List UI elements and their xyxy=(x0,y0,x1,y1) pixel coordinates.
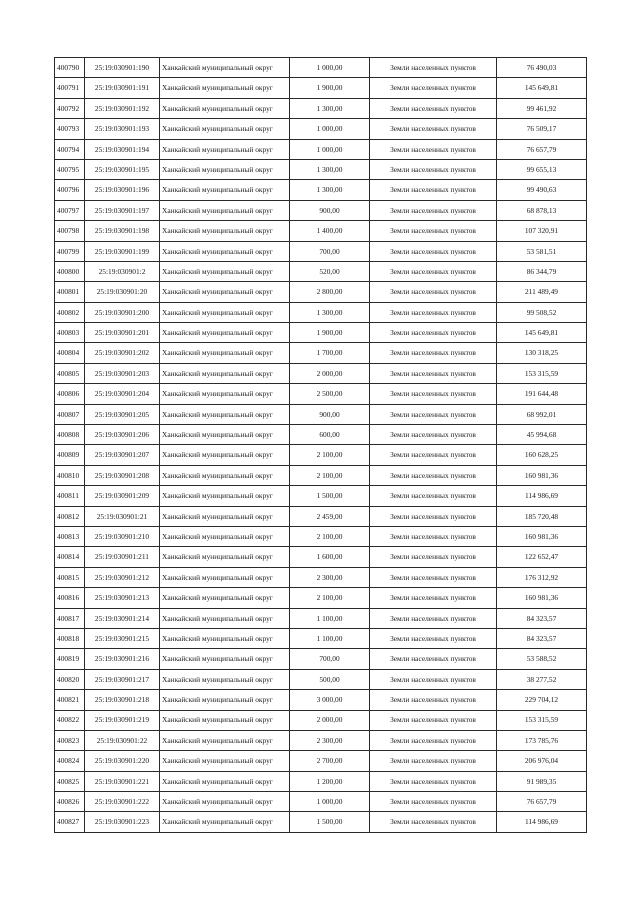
record-number-cell: 400812 xyxy=(55,506,85,526)
cadastral-value-cell: 114 986,69 xyxy=(497,812,587,832)
municipality-cell: Ханкайский муниципальный округ xyxy=(160,282,290,302)
land-category-cell: Земли населенных пунктов xyxy=(370,139,497,159)
cadastral-value-cell: 153 315,59 xyxy=(497,363,587,383)
cadastral-value-cell: 53 581,51 xyxy=(497,241,587,261)
area-cell: 2 800,00 xyxy=(290,282,370,302)
land-category-cell: Земли населенных пунктов xyxy=(370,425,497,445)
table-row xyxy=(55,78,587,98)
cadastral-number-cell: 25:19:030901:211 xyxy=(85,547,160,567)
area-cell: 1 000,00 xyxy=(290,139,370,159)
table-row xyxy=(55,159,587,179)
land-category-cell: Земли населенных пунктов xyxy=(370,792,497,812)
land-category-cell: Земли населенных пунктов xyxy=(370,404,497,424)
area-cell: 2 100,00 xyxy=(290,465,370,485)
area-cell: 1 500,00 xyxy=(290,486,370,506)
area-cell: 1 000,00 xyxy=(290,119,370,139)
record-number-cell: 400821 xyxy=(55,690,85,710)
land-category-cell: Земли населенных пунктов xyxy=(370,445,497,465)
land-category-cell: Земли населенных пунктов xyxy=(370,588,497,608)
record-number-cell: 400813 xyxy=(55,526,85,546)
record-number-cell: 400793 xyxy=(55,119,85,139)
record-number-cell: 400808 xyxy=(55,425,85,445)
municipality-cell: Ханкайский муниципальный округ xyxy=(160,751,290,771)
table-row xyxy=(55,730,587,750)
cadastral-number-cell: 25:19:030901:223 xyxy=(85,812,160,832)
table-row xyxy=(55,690,587,710)
record-number-cell: 400823 xyxy=(55,730,85,750)
record-number-cell: 400794 xyxy=(55,139,85,159)
table-row xyxy=(55,180,587,200)
record-number-cell: 400795 xyxy=(55,159,85,179)
cadastral-number-cell: 25:19:030901:20 xyxy=(85,282,160,302)
area-cell: 1 900,00 xyxy=(290,78,370,98)
municipality-cell: Ханкайский муниципальный округ xyxy=(160,771,290,791)
record-number-cell: 400819 xyxy=(55,649,85,669)
land-category-cell: Земли населенных пунктов xyxy=(370,628,497,648)
record-number-cell: 400800 xyxy=(55,261,85,281)
cadastral-number-cell: 25:19:030901:222 xyxy=(85,792,160,812)
cadastral-value-cell: 191 644,48 xyxy=(497,384,587,404)
cadastral-number-cell: 25:19:030901:197 xyxy=(85,200,160,220)
municipality-cell: Ханкайский муниципальный округ xyxy=(160,445,290,465)
table-row xyxy=(55,119,587,139)
cadastral-number-cell: 25:19:030901:190 xyxy=(85,58,160,78)
area-cell: 700,00 xyxy=(290,241,370,261)
area-cell: 2 000,00 xyxy=(290,710,370,730)
land-category-cell: Земли населенных пунктов xyxy=(370,771,497,791)
cadastral-number-cell: 25:19:030901:212 xyxy=(85,567,160,587)
land-category-cell: Земли населенных пунктов xyxy=(370,384,497,404)
table-row xyxy=(55,343,587,363)
cadastral-value-cell: 211 489,49 xyxy=(497,282,587,302)
cadastral-number-cell: 25:19:030901:220 xyxy=(85,751,160,771)
table-row xyxy=(55,445,587,465)
cadastral-number-cell: 25:19:030901:218 xyxy=(85,690,160,710)
cadastral-value-cell: 145 649,81 xyxy=(497,78,587,98)
table-row xyxy=(55,608,587,628)
cadastral-number-cell: 25:19:030901:214 xyxy=(85,608,160,628)
cadastral-value-cell: 145 649,81 xyxy=(497,323,587,343)
municipality-cell: Ханкайский муниципальный округ xyxy=(160,690,290,710)
table-row xyxy=(55,363,587,383)
land-category-cell: Земли населенных пунктов xyxy=(370,649,497,669)
municipality-cell: Ханкайский муниципальный округ xyxy=(160,710,290,730)
cadastral-value-cell: 206 976,04 xyxy=(497,751,587,771)
municipality-cell: Ханкайский муниципальный округ xyxy=(160,363,290,383)
record-number-cell: 400791 xyxy=(55,78,85,98)
table-row xyxy=(55,200,587,220)
land-category-cell: Земли населенных пунктов xyxy=(370,58,497,78)
cadastral-number-cell: 25:19:030901:209 xyxy=(85,486,160,506)
land-category-cell: Земли населенных пунктов xyxy=(370,506,497,526)
area-cell: 1 100,00 xyxy=(290,628,370,648)
table-row xyxy=(55,139,587,159)
cadastral-number-cell: 25:19:030901:203 xyxy=(85,363,160,383)
municipality-cell: Ханкайский муниципальный округ xyxy=(160,78,290,98)
cadastral-value-cell: 91 989,35 xyxy=(497,771,587,791)
municipality-cell: Ханкайский муниципальный округ xyxy=(160,730,290,750)
cadastral-value-cell: 76 657,79 xyxy=(497,792,587,812)
municipality-cell: Ханкайский муниципальный округ xyxy=(160,221,290,241)
table-row xyxy=(55,649,587,669)
cadastral-number-cell: 25:19:030901:221 xyxy=(85,771,160,791)
record-number-cell: 400796 xyxy=(55,180,85,200)
cadastral-value-cell: 76 490,03 xyxy=(497,58,587,78)
area-cell: 2 100,00 xyxy=(290,445,370,465)
record-number-cell: 400811 xyxy=(55,486,85,506)
land-registry-table xyxy=(54,57,587,833)
municipality-cell: Ханкайский муниципальный округ xyxy=(160,404,290,424)
area-cell: 600,00 xyxy=(290,425,370,445)
municipality-cell: Ханкайский муниципальный округ xyxy=(160,669,290,689)
municipality-cell: Ханкайский муниципальный округ xyxy=(160,608,290,628)
record-number-cell: 400799 xyxy=(55,241,85,261)
area-cell: 2 459,00 xyxy=(290,506,370,526)
cadastral-number-cell: 25:19:030901:2 xyxy=(85,261,160,281)
area-cell: 1 300,00 xyxy=(290,98,370,118)
cadastral-value-cell: 160 981,36 xyxy=(497,588,587,608)
municipality-cell: Ханкайский муниципальный округ xyxy=(160,812,290,832)
municipality-cell: Ханкайский муниципальный округ xyxy=(160,425,290,445)
cadastral-number-cell: 25:19:030901:206 xyxy=(85,425,160,445)
municipality-cell: Ханкайский муниципальный округ xyxy=(160,792,290,812)
record-number-cell: 400822 xyxy=(55,710,85,730)
area-cell: 1 400,00 xyxy=(290,221,370,241)
table-row xyxy=(55,812,587,832)
municipality-cell: Ханкайский муниципальный округ xyxy=(160,98,290,118)
area-cell: 1 500,00 xyxy=(290,812,370,832)
municipality-cell: Ханкайский муниципальный округ xyxy=(160,465,290,485)
record-number-cell: 400818 xyxy=(55,628,85,648)
cadastral-number-cell: 25:19:030901:193 xyxy=(85,119,160,139)
table-row xyxy=(55,588,587,608)
cadastral-number-cell: 25:19:030901:205 xyxy=(85,404,160,424)
area-cell: 700,00 xyxy=(290,649,370,669)
cadastral-number-cell: 25:19:030901:21 xyxy=(85,506,160,526)
area-cell: 520,00 xyxy=(290,261,370,281)
land-category-cell: Земли населенных пунктов xyxy=(370,486,497,506)
land-category-cell: Земли населенных пунктов xyxy=(370,221,497,241)
table-row xyxy=(55,628,587,648)
municipality-cell: Ханкайский муниципальный округ xyxy=(160,384,290,404)
land-category-cell: Земли населенных пунктов xyxy=(370,282,497,302)
land-category-cell: Земли населенных пунктов xyxy=(370,180,497,200)
cadastral-number-cell: 25:19:030901:194 xyxy=(85,139,160,159)
table-row xyxy=(55,98,587,118)
land-category-cell: Земли населенных пунктов xyxy=(370,751,497,771)
cadastral-value-cell: 107 320,91 xyxy=(497,221,587,241)
land-category-cell: Земли населенных пунктов xyxy=(370,119,497,139)
land-category-cell: Земли населенных пунктов xyxy=(370,323,497,343)
area-cell: 3 000,00 xyxy=(290,690,370,710)
cadastral-value-cell: 86 344,79 xyxy=(497,261,587,281)
land-category-cell: Земли населенных пунктов xyxy=(370,608,497,628)
table-body xyxy=(55,58,587,833)
cadastral-value-cell: 185 720,48 xyxy=(497,506,587,526)
record-number-cell: 400802 xyxy=(55,302,85,322)
land-category-cell: Земли населенных пунктов xyxy=(370,78,497,98)
cadastral-number-cell: 25:19:030901:200 xyxy=(85,302,160,322)
table-row xyxy=(55,669,587,689)
table-row xyxy=(55,751,587,771)
area-cell: 2 300,00 xyxy=(290,567,370,587)
area-cell: 1 900,00 xyxy=(290,323,370,343)
table-row xyxy=(55,384,587,404)
area-cell: 1 200,00 xyxy=(290,771,370,791)
land-category-cell: Земли населенных пунктов xyxy=(370,363,497,383)
land-category-cell: Земли населенных пунктов xyxy=(370,98,497,118)
area-cell: 500,00 xyxy=(290,669,370,689)
cadastral-number-cell: 25:19:030901:195 xyxy=(85,159,160,179)
table-row xyxy=(55,567,587,587)
area-cell: 1 300,00 xyxy=(290,159,370,179)
record-number-cell: 400805 xyxy=(55,363,85,383)
cadastral-number-cell: 25:19:030901:216 xyxy=(85,649,160,669)
area-cell: 900,00 xyxy=(290,404,370,424)
municipality-cell: Ханкайский муниципальный округ xyxy=(160,119,290,139)
table-row xyxy=(55,221,587,241)
municipality-cell: Ханкайский муниципальный округ xyxy=(160,139,290,159)
area-cell: 1 300,00 xyxy=(290,180,370,200)
cadastral-value-cell: 160 981,36 xyxy=(497,526,587,546)
cadastral-number-cell: 25:19:030901:199 xyxy=(85,241,160,261)
land-category-cell: Земли населенных пунктов xyxy=(370,567,497,587)
cadastral-number-cell: 25:19:030901:210 xyxy=(85,526,160,546)
municipality-cell: Ханкайский муниципальный округ xyxy=(160,302,290,322)
cadastral-number-cell: 25:19:030901:198 xyxy=(85,221,160,241)
area-cell: 1 300,00 xyxy=(290,302,370,322)
municipality-cell: Ханкайский муниципальный округ xyxy=(160,323,290,343)
cadastral-number-cell: 25:19:030901:207 xyxy=(85,445,160,465)
land-category-cell: Земли населенных пунктов xyxy=(370,302,497,322)
record-number-cell: 400810 xyxy=(55,465,85,485)
table-row xyxy=(55,261,587,281)
record-number-cell: 400798 xyxy=(55,221,85,241)
area-cell: 2 000,00 xyxy=(290,363,370,383)
cadastral-number-cell: 25:19:030901:219 xyxy=(85,710,160,730)
table-row xyxy=(55,58,587,78)
cadastral-value-cell: 99 461,92 xyxy=(497,98,587,118)
record-number-cell: 400824 xyxy=(55,751,85,771)
cadastral-number-cell: 25:19:030901:191 xyxy=(85,78,160,98)
cadastral-number-cell: 25:19:030901:204 xyxy=(85,384,160,404)
record-number-cell: 400809 xyxy=(55,445,85,465)
municipality-cell: Ханкайский муниципальный округ xyxy=(160,567,290,587)
area-cell: 2 700,00 xyxy=(290,751,370,771)
land-category-cell: Земли населенных пунктов xyxy=(370,526,497,546)
record-number-cell: 400797 xyxy=(55,200,85,220)
table-row xyxy=(55,425,587,445)
cadastral-value-cell: 99 508,52 xyxy=(497,302,587,322)
record-number-cell: 400826 xyxy=(55,792,85,812)
municipality-cell: Ханкайский муниципальный округ xyxy=(160,547,290,567)
municipality-cell: Ханкайский муниципальный округ xyxy=(160,241,290,261)
cadastral-number-cell: 25:19:030901:22 xyxy=(85,730,160,750)
table-row xyxy=(55,547,587,567)
cadastral-value-cell: 38 277,52 xyxy=(497,669,587,689)
land-category-cell: Земли населенных пунктов xyxy=(370,261,497,281)
municipality-cell: Ханкайский муниципальный округ xyxy=(160,506,290,526)
municipality-cell: Ханкайский муниципальный округ xyxy=(160,261,290,281)
cadastral-value-cell: 130 318,25 xyxy=(497,343,587,363)
table-row xyxy=(55,486,587,506)
table-row xyxy=(55,526,587,546)
cadastral-value-cell: 160 628,25 xyxy=(497,445,587,465)
cadastral-value-cell: 45 994,68 xyxy=(497,425,587,445)
cadastral-value-cell: 84 323,57 xyxy=(497,608,587,628)
cadastral-value-cell: 160 981,36 xyxy=(497,465,587,485)
municipality-cell: Ханкайский муниципальный округ xyxy=(160,486,290,506)
cadastral-value-cell: 53 588,52 xyxy=(497,649,587,669)
record-number-cell: 400815 xyxy=(55,567,85,587)
cadastral-number-cell: 25:19:030901:208 xyxy=(85,465,160,485)
land-category-cell: Земли населенных пунктов xyxy=(370,730,497,750)
record-number-cell: 400790 xyxy=(55,58,85,78)
record-number-cell: 400825 xyxy=(55,771,85,791)
area-cell: 1 000,00 xyxy=(290,58,370,78)
cadastral-value-cell: 76 509,17 xyxy=(497,119,587,139)
area-cell: 2 300,00 xyxy=(290,730,370,750)
cadastral-number-cell: 25:19:030901:215 xyxy=(85,628,160,648)
table-row xyxy=(55,465,587,485)
table-row xyxy=(55,323,587,343)
land-category-cell: Земли населенных пунктов xyxy=(370,200,497,220)
record-number-cell: 400820 xyxy=(55,669,85,689)
area-cell: 1 700,00 xyxy=(290,343,370,363)
land-category-cell: Земли населенных пунктов xyxy=(370,710,497,730)
cadastral-value-cell: 176 312,92 xyxy=(497,567,587,587)
area-cell: 2 500,00 xyxy=(290,384,370,404)
municipality-cell: Ханкайский муниципальный округ xyxy=(160,588,290,608)
municipality-cell: Ханкайский муниципальный округ xyxy=(160,58,290,78)
land-category-cell: Земли населенных пунктов xyxy=(370,669,497,689)
land-category-cell: Земли населенных пунктов xyxy=(370,159,497,179)
record-number-cell: 400792 xyxy=(55,98,85,118)
cadastral-number-cell: 25:19:030901:202 xyxy=(85,343,160,363)
area-cell: 1 600,00 xyxy=(290,547,370,567)
municipality-cell: Ханкайский муниципальный округ xyxy=(160,628,290,648)
land-category-cell: Земли населенных пунктов xyxy=(370,690,497,710)
record-number-cell: 400814 xyxy=(55,547,85,567)
record-number-cell: 400801 xyxy=(55,282,85,302)
record-number-cell: 400806 xyxy=(55,384,85,404)
municipality-cell: Ханкайский муниципальный округ xyxy=(160,343,290,363)
record-number-cell: 400803 xyxy=(55,323,85,343)
cadastral-number-cell: 25:19:030901:201 xyxy=(85,323,160,343)
area-cell: 2 100,00 xyxy=(290,588,370,608)
table-row xyxy=(55,506,587,526)
area-cell: 900,00 xyxy=(290,200,370,220)
municipality-cell: Ханкайский муниципальный округ xyxy=(160,526,290,546)
municipality-cell: Ханкайский муниципальный округ xyxy=(160,649,290,669)
cadastral-value-cell: 122 652,47 xyxy=(497,547,587,567)
record-number-cell: 400817 xyxy=(55,608,85,628)
cadastral-value-cell: 68 992,01 xyxy=(497,404,587,424)
table-row xyxy=(55,710,587,730)
cadastral-number-cell: 25:19:030901:192 xyxy=(85,98,160,118)
cadastral-value-cell: 153 315,59 xyxy=(497,710,587,730)
municipality-cell: Ханкайский муниципальный округ xyxy=(160,200,290,220)
municipality-cell: Ханкайский муниципальный округ xyxy=(160,159,290,179)
cadastral-value-cell: 99 490,63 xyxy=(497,180,587,200)
municipality-cell: Ханкайский муниципальный округ xyxy=(160,180,290,200)
table-row xyxy=(55,404,587,424)
area-cell: 2 100,00 xyxy=(290,526,370,546)
area-cell: 1 100,00 xyxy=(290,608,370,628)
record-number-cell: 400816 xyxy=(55,588,85,608)
cadastral-value-cell: 76 657,79 xyxy=(497,139,587,159)
cadastral-number-cell: 25:19:030901:196 xyxy=(85,180,160,200)
area-cell: 1 000,00 xyxy=(290,792,370,812)
table-row xyxy=(55,302,587,322)
cadastral-number-cell: 25:19:030901:217 xyxy=(85,669,160,689)
record-number-cell: 400807 xyxy=(55,404,85,424)
land-category-cell: Земли населенных пунктов xyxy=(370,812,497,832)
land-category-cell: Земли населенных пунктов xyxy=(370,343,497,363)
cadastral-value-cell: 99 655,13 xyxy=(497,159,587,179)
cadastral-value-cell: 229 704,12 xyxy=(497,690,587,710)
table-row xyxy=(55,792,587,812)
record-number-cell: 400827 xyxy=(55,812,85,832)
land-category-cell: Земли населенных пунктов xyxy=(370,465,497,485)
cadastral-value-cell: 84 323,57 xyxy=(497,628,587,648)
land-category-cell: Земли населенных пунктов xyxy=(370,547,497,567)
table-row xyxy=(55,771,587,791)
cadastral-value-cell: 173 785,76 xyxy=(497,730,587,750)
table-row xyxy=(55,241,587,261)
land-category-cell: Земли населенных пунктов xyxy=(370,241,497,261)
table-row xyxy=(55,282,587,302)
record-number-cell: 400804 xyxy=(55,343,85,363)
cadastral-value-cell: 68 878,13 xyxy=(497,200,587,220)
cadastral-number-cell: 25:19:030901:213 xyxy=(85,588,160,608)
cadastral-value-cell: 114 986,69 xyxy=(497,486,587,506)
